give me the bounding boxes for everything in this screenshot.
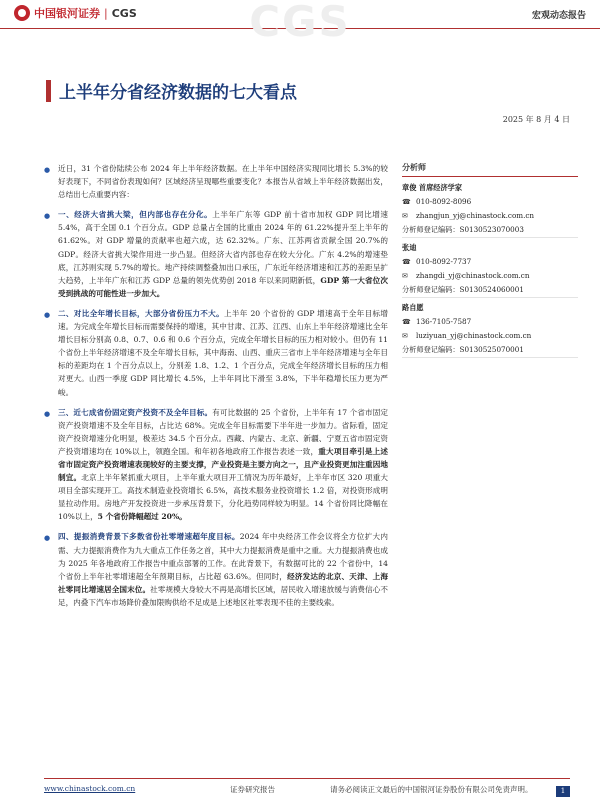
- paragraph-point-3: [44, 406, 388, 524]
- company-logo: [14, 5, 137, 21]
- paragraph-text-cont: 社零规模大身较大不再是高增长区域，居民收入增速放缓与消费信心不足，内叠下汽车市场降价叠加限购供给不足成是上述地区社零表现不佳的主要线索。: [58, 584, 389, 607]
- paragraph-emphasis: 经济发达的北京、天津、上海社零同比增速居全国末位。: [58, 571, 389, 594]
- bullet-icon: ●: [44, 534, 51, 543]
- email-icon: ✉: [402, 212, 408, 220]
- page-title: 上半年分省经济数据的七大看点: [59, 83, 297, 103]
- report-date: 2025 年 8 月 4 日: [502, 115, 570, 124]
- paragraph-lead: 二、对比全年增长目标，大部分省份压力不大。: [58, 308, 224, 318]
- analyst-email[interactable]: ✉ zhangjun_yj@chinastock.com.cn: [402, 209, 578, 223]
- title-block: [46, 78, 297, 103]
- title-accent-bar: [46, 80, 51, 102]
- analyst-phone: ☎ 010-8092-8096: [402, 195, 578, 209]
- paragraph-emphasis: GDP 第一大省位次受到挑战的可能性进一步加大。: [58, 275, 388, 298]
- analyst-sidebar: [402, 162, 578, 361]
- logo-cn-text: 中国银河证券: [34, 7, 100, 20]
- logo-icon: [14, 5, 30, 21]
- bullet-icon: ●: [44, 166, 51, 174]
- bullet-icon: ●: [44, 409, 51, 418]
- logo-en-text: CGS: [111, 6, 137, 20]
- analyst-registration: 分析师登记编码：S0130525070001: [402, 343, 578, 358]
- page-number: 1: [556, 786, 570, 797]
- paragraph-point-1: [44, 208, 388, 300]
- analyst-phone: ☎ 136-7105-7587: [402, 315, 578, 329]
- analyst-registration: 分析师登记编码：S0130523070003: [402, 223, 578, 238]
- report-type: 宏观动态报告: [531, 11, 586, 21]
- paragraph-text-cont: 北京上半年紧抓重大项目，上半年重大项目开工情况为历年最好，上半年市区 320 项重大项目全部实现开工。高技术制造业投资增长 6.5%，高技术服务业投资增长 1.2 倍，对投资形成明显拉动作用。房地产开发投资进一步承压背景下，分化趋势同样较为明显。14 个省份同比降幅在 10%以上，: [58, 473, 388, 522]
- watermark: CGS: [249, 0, 351, 46]
- paragraph-text: 上半年 20 个省份的 GDP 增速高于全年目标增速。为完成全年增长目标而需要保持的增速，其中甘肃、江苏、江西、山东上半年经济增速比全年增长目标分别高 0.8、0.7、0.6 和 0.6 个百分点，完成全年增长目标的压力相对较小。但仍有 11 个省份上半年经济增速不及全年增长目标，其中海南、山西、重庆三省市上半年经济增速与全年目标的差距均在 1 个百分点以上，分别差 1.8、1.2、1 个百分点，完成全年经济增长目标的压力相对更大。山西一季度 GDP 同比增长 4.5%，上半年同比下滑至 3.8%，下半年稳增长压力更为严峻。: [58, 308, 388, 397]
- analyst-email[interactable]: ✉ zhangdi_yj@chinastock.com.cn: [402, 269, 578, 283]
- paragraph-text: 有可比数据的 25 个省份，上半年有 17 个省市固定资产投资增速不及全年目标，占比达 68%。完成全年目标需要下半年进一步加力。省际看，固定资产投资增速分化明显，极差达 34.5 个百分点。西藏、内蒙古、北京、新疆、宁夏五省市固定资产投资增速均在 10%以上，领跑全国。和年初各地政府工作报告表述一致，: [58, 407, 388, 456]
- email-icon: ✉: [402, 272, 408, 280]
- paragraph-lead: 三、近七成省份固定资产投资不及全年目标。: [58, 407, 213, 417]
- paragraph-emphasis: 重大项目牵引是上述省市固定资产投资增速表现较好的主要支撑，产业投资是主要方向之一，且产业投资更加注重因地制宜。: [58, 446, 388, 483]
- analyst-phone: ☎ 010-8092-7737: [402, 255, 578, 269]
- paragraph-point-2: [44, 307, 388, 399]
- analyst-name: 张迪: [402, 243, 417, 252]
- bullet-icon: ●: [44, 212, 51, 221]
- analyst-card: [402, 301, 578, 358]
- footer-report-label: 证券研究报告: [230, 785, 275, 794]
- main-content: [44, 162, 388, 616]
- paragraph-lead: 一、经济大省挑大梁，但内部也存在分化。: [58, 210, 213, 220]
- email-icon: ✉: [402, 332, 408, 340]
- paragraph-text: 2024 年中央经济工作会议将全方位扩大内需、大力提振消费作为九大重点工作任务之首，其中大力提振消费是重中之重。大力提振消费也成为 2025 年各地政府工作报告中重点部署的工作。在此背景下，有数据可比的 22 个省份中，14 个省份上半年社零增速超全年预期目标，占比超 63.6%。但同时，: [58, 532, 388, 581]
- phone-icon: ☎: [402, 318, 411, 326]
- logo-separator: |: [104, 6, 108, 20]
- paragraph-point-4: [44, 530, 388, 609]
- analyst-registration: 分析师登记编码：S0130524060001: [402, 283, 578, 298]
- analyst-email[interactable]: ✉ luziyuan_yj@chinastock.com.cn: [402, 329, 578, 343]
- analyst-card: [402, 241, 578, 298]
- footer-disclaimer: 请务必阅读正文最后的中国银河证券股份有限公司免责声明。: [330, 785, 533, 794]
- phone-icon: ☎: [402, 258, 411, 266]
- footer-divider: [44, 778, 570, 779]
- paragraph-emphasis: 5 个省份降幅超过 20%。: [97, 512, 187, 522]
- phone-icon: ☎: [402, 198, 411, 206]
- analyst-name: 章俊 首席经济学家: [402, 183, 463, 192]
- paragraph-lead: 四、提振消费背景下多数省份社零增速超年度目标。: [58, 532, 240, 542]
- analyst-name: 路自愿: [402, 303, 424, 312]
- sidebar-heading: 分析师: [402, 162, 578, 177]
- analyst-card: [402, 181, 578, 238]
- bullet-icon: ●: [44, 310, 51, 319]
- paragraph-intro: [44, 162, 388, 201]
- paragraph-text: 上半年广东等 GDP 前十省市加权 GDP 同比增速 5.4%，高于全国 0.1 个百分点。GDP 总量占全国的比重由 2024 年的 61.22%提升至上半年的 61.62%。对 GDP 增量的贡献率也超六成，达 62.32%。广东、江苏两省贡献全国 20.7%的 GDP。经济大省挑大梁作用进一步凸显。但经济大省内部也存在较大分化。广东 4.2%的增速垫底，江苏则实现 5.7%的增长。地产持续调整叠加出口承压，广东近年经济增速和江苏的差距呈扩大趋势，上半年广东和江苏 GDP 总量的领先优势创 2018 年以来同期新低，: [58, 210, 388, 285]
- footer-website-link[interactable]: www.chinastock.com.cn: [44, 784, 136, 793]
- paragraph-text: 近日，31 个省份陆续公布 2024 年上半年经济数据。在上半年中国经济实现同比增长 5.3%的较好表现下，不同省份表现如何？区域经济呈现哪些重要变化？本报告从省域上半年经济数据出发，总结出七点重要内容：: [58, 164, 388, 200]
